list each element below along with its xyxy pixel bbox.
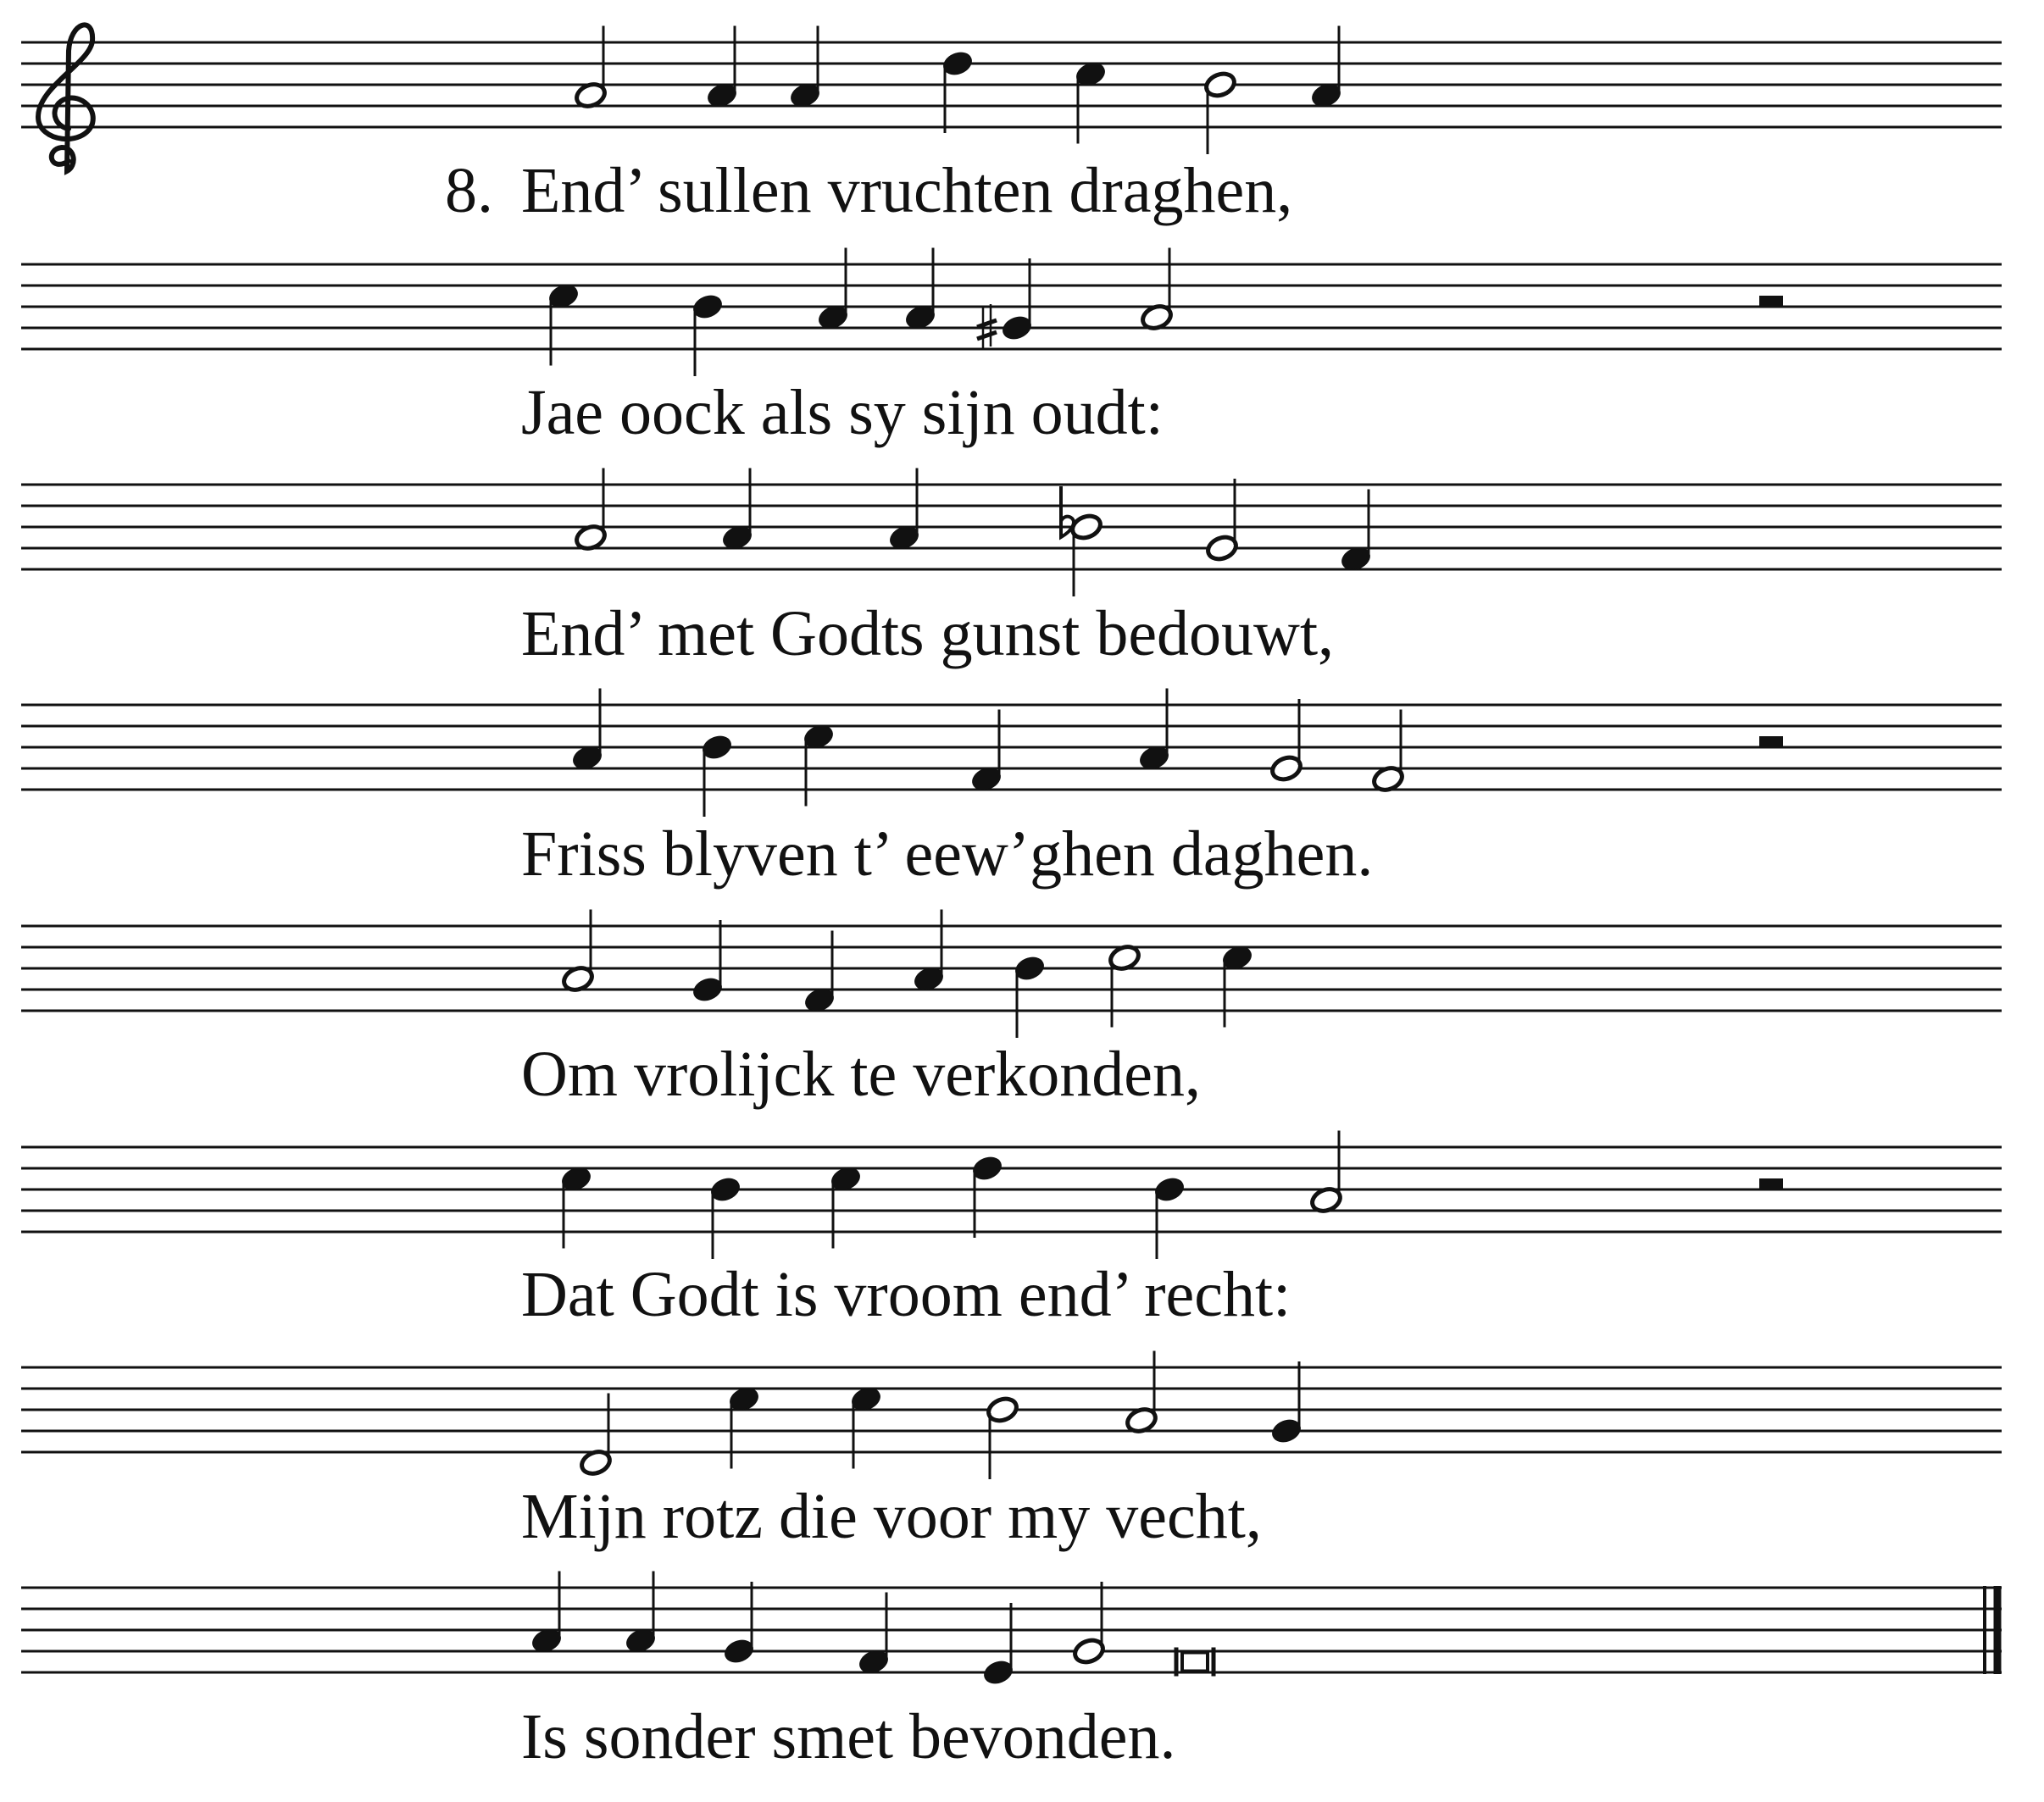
lyric-line-5: Om vrolijck te verkonden,: [521, 1039, 1202, 1110]
verse-number: 8.: [445, 155, 493, 226]
half-rest-icon: [1759, 736, 1783, 746]
lyric-line-8: Is sonder smet bevonden.: [521, 1701, 1176, 1772]
half-rest-icon: [1759, 1178, 1783, 1189]
lyric-line-7: Mijn rotz die voor my vecht,: [521, 1481, 1262, 1552]
lyric-line-1: End’ sullen vruchten draghen,: [521, 155, 1293, 226]
lyric-line-6: Dat Godt is vroom end’ recht:: [521, 1259, 1291, 1330]
lyric-line-3: End’ met Godts gunst bedouwt,: [521, 598, 1335, 669]
flat-icon: [1061, 486, 1074, 537]
lyric-line-4: Friss blyven t’ eew’ghen daghen.: [521, 818, 1374, 890]
breve-note: [1182, 1653, 1208, 1672]
half-rest-icon: [1759, 296, 1783, 306]
lyric-line-2: Jae oock als sy sijn oudt:: [521, 377, 1164, 448]
treble-clef-icon: [38, 25, 93, 171]
